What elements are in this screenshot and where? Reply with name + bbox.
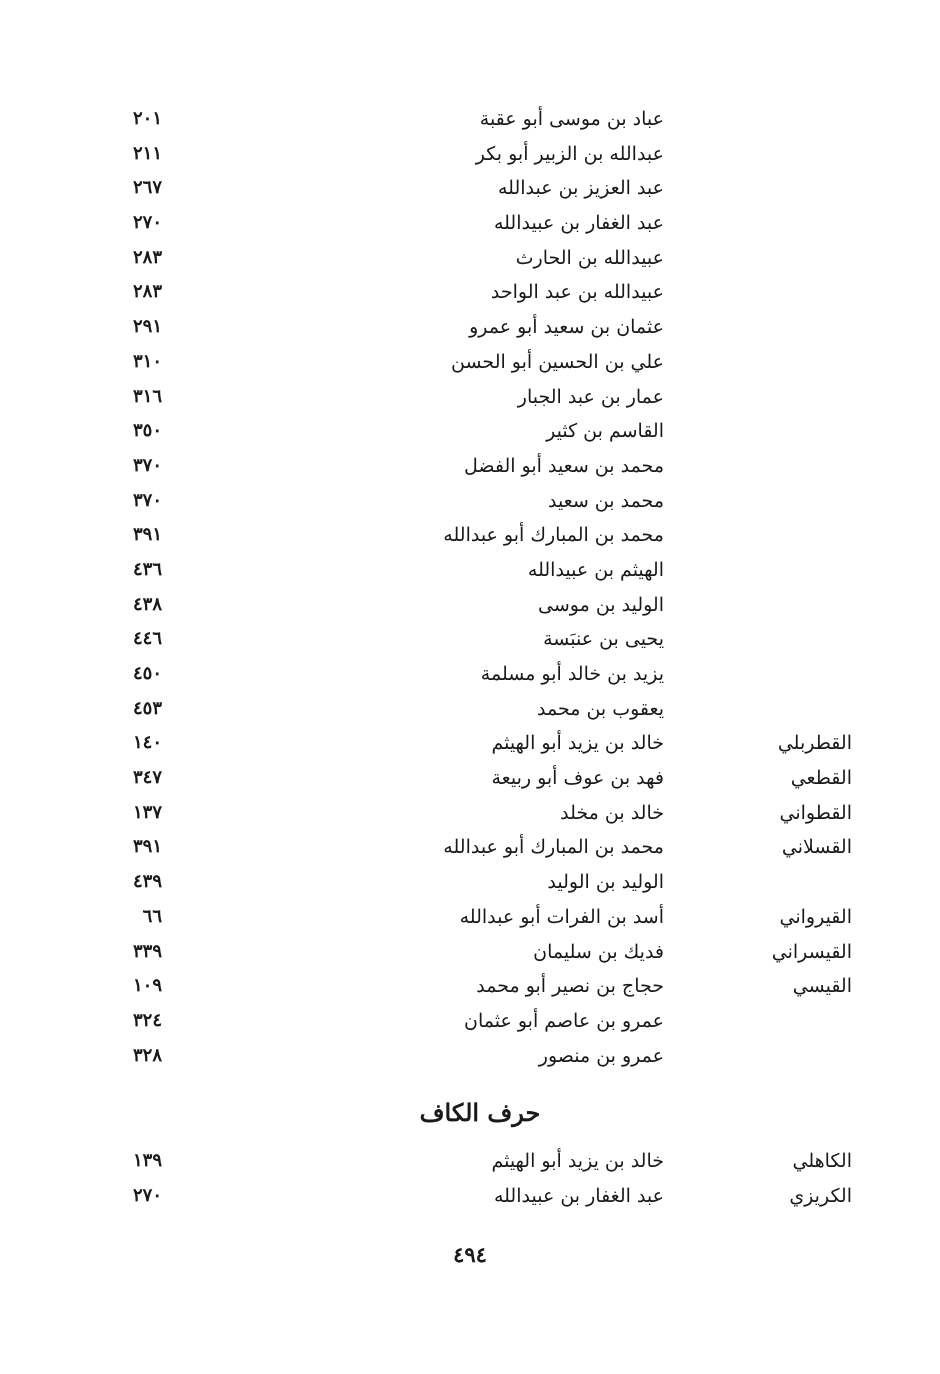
narrator-name: عبيدالله بن الحارث: [515, 246, 664, 269]
index-entry-row: [0, 276, 940, 311]
index-entry-row: [0, 693, 940, 728]
page-reference: ٢٧٠: [132, 212, 162, 234]
index-entry-row: [0, 311, 940, 346]
page-reference: ٢١١: [132, 142, 162, 164]
section-entries-list: [0, 1145, 940, 1214]
page-reference: ٤٣٦: [132, 558, 162, 580]
index-entry-row: [0, 866, 940, 901]
page-reference: ٣٩١: [132, 524, 162, 546]
narrator-name: عثمان بن سعيد أبو عمرو: [469, 316, 664, 339]
narrator-name: محمد بن سعيد: [547, 489, 664, 512]
index-entry-row: [0, 519, 940, 554]
page-reference: ٢٧٠: [132, 1184, 162, 1206]
page-reference: ١٠٩: [132, 975, 162, 997]
narrator-name: عبد الغفار بن عبيدالله: [493, 1184, 664, 1207]
narrator-name: عمار بن عبد الجبار: [517, 385, 664, 408]
index-entry-row: [0, 901, 940, 936]
index-entries-list: [0, 103, 940, 1074]
index-entry-row: [0, 1180, 940, 1215]
index-entry-row: [0, 242, 940, 277]
page-reference: ٣١٠: [132, 350, 162, 372]
narrator-name: أسد بن الفرات أبو عبدالله: [459, 905, 664, 928]
nisba-label: القطواني: [779, 801, 852, 824]
index-entry-row: [0, 485, 940, 520]
narrator-name: عمرو بن عاصم أبو عثمان: [464, 1009, 664, 1032]
nisba-label: القسلاني: [781, 836, 852, 859]
index-entry-row: [0, 172, 940, 207]
narrator-name: محمد بن سعيد أبو الفضل: [463, 454, 664, 477]
narrator-name: خالد بن يزيد أبو الهيثم: [491, 732, 664, 755]
page-reference: ٣٤٧: [132, 767, 162, 789]
page-reference: ٢٦٧: [132, 177, 162, 199]
page-reference: ٢٠١: [132, 108, 162, 129]
narrator-name: يعقوب بن محمد: [537, 697, 664, 720]
narrator-name: عبدالله بن الزبير أبو بكر: [475, 142, 664, 165]
narrator-name: عمرو بن منصور: [538, 1044, 664, 1067]
index-entry-row: [0, 797, 940, 832]
page-reference: ٢٨٣: [132, 246, 162, 268]
page-reference: ٣٥٠: [132, 420, 162, 442]
page-reference: ١٣٧: [132, 801, 162, 823]
narrator-name: الهيثم بن عبيدالله: [527, 558, 664, 581]
narrator-name: حجاج بن نصير أبو محمد: [476, 975, 664, 998]
index-entry-row: [0, 762, 940, 797]
page-reference: ٦٦: [142, 905, 162, 927]
index-entry-row: [0, 554, 940, 589]
page-reference: ٤٥٠: [132, 663, 162, 684]
index-entry-row: [0, 138, 940, 173]
narrator-name: خالد بن يزيد أبو الهيثم: [491, 1150, 664, 1172]
page-reference: ٣٧٠: [132, 454, 162, 476]
section-heading: حرف الكاف: [419, 1098, 541, 1127]
index-entry-row: [0, 346, 940, 381]
index-entry-row: [0, 623, 940, 658]
narrator-name: محمد بن المبارك أبو عبدالله: [443, 836, 664, 859]
index-entry-row: [0, 936, 940, 971]
narrator-name: عبد الغفار بن عبيدالله: [493, 212, 664, 235]
index-entry-row: [0, 831, 940, 866]
nisba-label: الكريزي: [789, 1184, 852, 1207]
nisba-label: الكاهلي: [792, 1150, 852, 1172]
page-reference: ٣٩١: [132, 836, 162, 858]
narrator-name: عباد بن موسى أبو عقبة: [479, 108, 664, 130]
nisba-label: القيسراني: [771, 940, 852, 963]
nisba-label: القيرواني: [779, 905, 852, 928]
index-entry-row: [0, 1145, 940, 1180]
narrator-name: عبد العزيز بن عبدالله: [498, 177, 664, 200]
page-reference: ٣٢٨: [132, 1044, 162, 1066]
index-entry-row: [0, 415, 940, 450]
nisba-label: القيسي: [792, 975, 852, 998]
page-reference: ٤٥٣: [132, 697, 162, 719]
index-entry-row: [0, 589, 940, 624]
page-reference: ٣١٦: [132, 385, 162, 407]
page-reference: ١٤٠: [132, 732, 162, 754]
index-entry-row: [0, 727, 940, 762]
index-entry-row: [0, 207, 940, 242]
page-number: ٤٩٤: [453, 1242, 487, 1267]
narrator-name: القاسم بن كثير: [546, 420, 664, 443]
narrator-name: محمد بن المبارك أبو عبدالله: [443, 524, 664, 547]
nisba-label: القطربلي: [777, 732, 852, 755]
narrator-name: عبيدالله بن عبد الواحد: [490, 281, 664, 304]
page-reference: ٣٧٠: [132, 489, 162, 511]
index-entry-row: [0, 970, 940, 1005]
narrator-name: الوليد بن موسى: [538, 593, 664, 616]
index-entry-row: [0, 103, 940, 138]
page-reference: ١٣٩: [132, 1150, 162, 1171]
narrator-name: يحيى بن عنبَسة: [543, 628, 664, 651]
page-reference: ٢٩١: [132, 316, 162, 338]
page-reference: ٤٣٩: [132, 871, 162, 893]
index-entry-row: [0, 450, 940, 485]
narrator-name: فديك بن سليمان: [533, 940, 664, 963]
page-reference: ٤٣٨: [132, 593, 162, 615]
narrator-name: فهد بن عوف أبو ربيعة: [491, 767, 664, 790]
page-reference: ٣٣٩: [132, 940, 162, 962]
index-entry-row: [0, 658, 940, 693]
narrator-name: الوليد بن الوليد: [547, 871, 664, 894]
index-entry-row: [0, 1040, 940, 1075]
narrator-name: علي بن الحسين أبو الحسن: [451, 350, 664, 373]
index-entry-row: [0, 381, 940, 416]
index-entry-row: [0, 1005, 940, 1040]
nisba-label: القطعي: [790, 767, 852, 790]
narrator-name: خالد بن مخلد: [560, 801, 664, 824]
page-reference: ٢٨٣: [132, 281, 162, 303]
narrator-name: يزيد بن خالد أبو مسلمة: [480, 663, 664, 685]
page-reference: ٤٤٦: [132, 628, 162, 650]
page-reference: ٣٢٤: [132, 1009, 162, 1031]
